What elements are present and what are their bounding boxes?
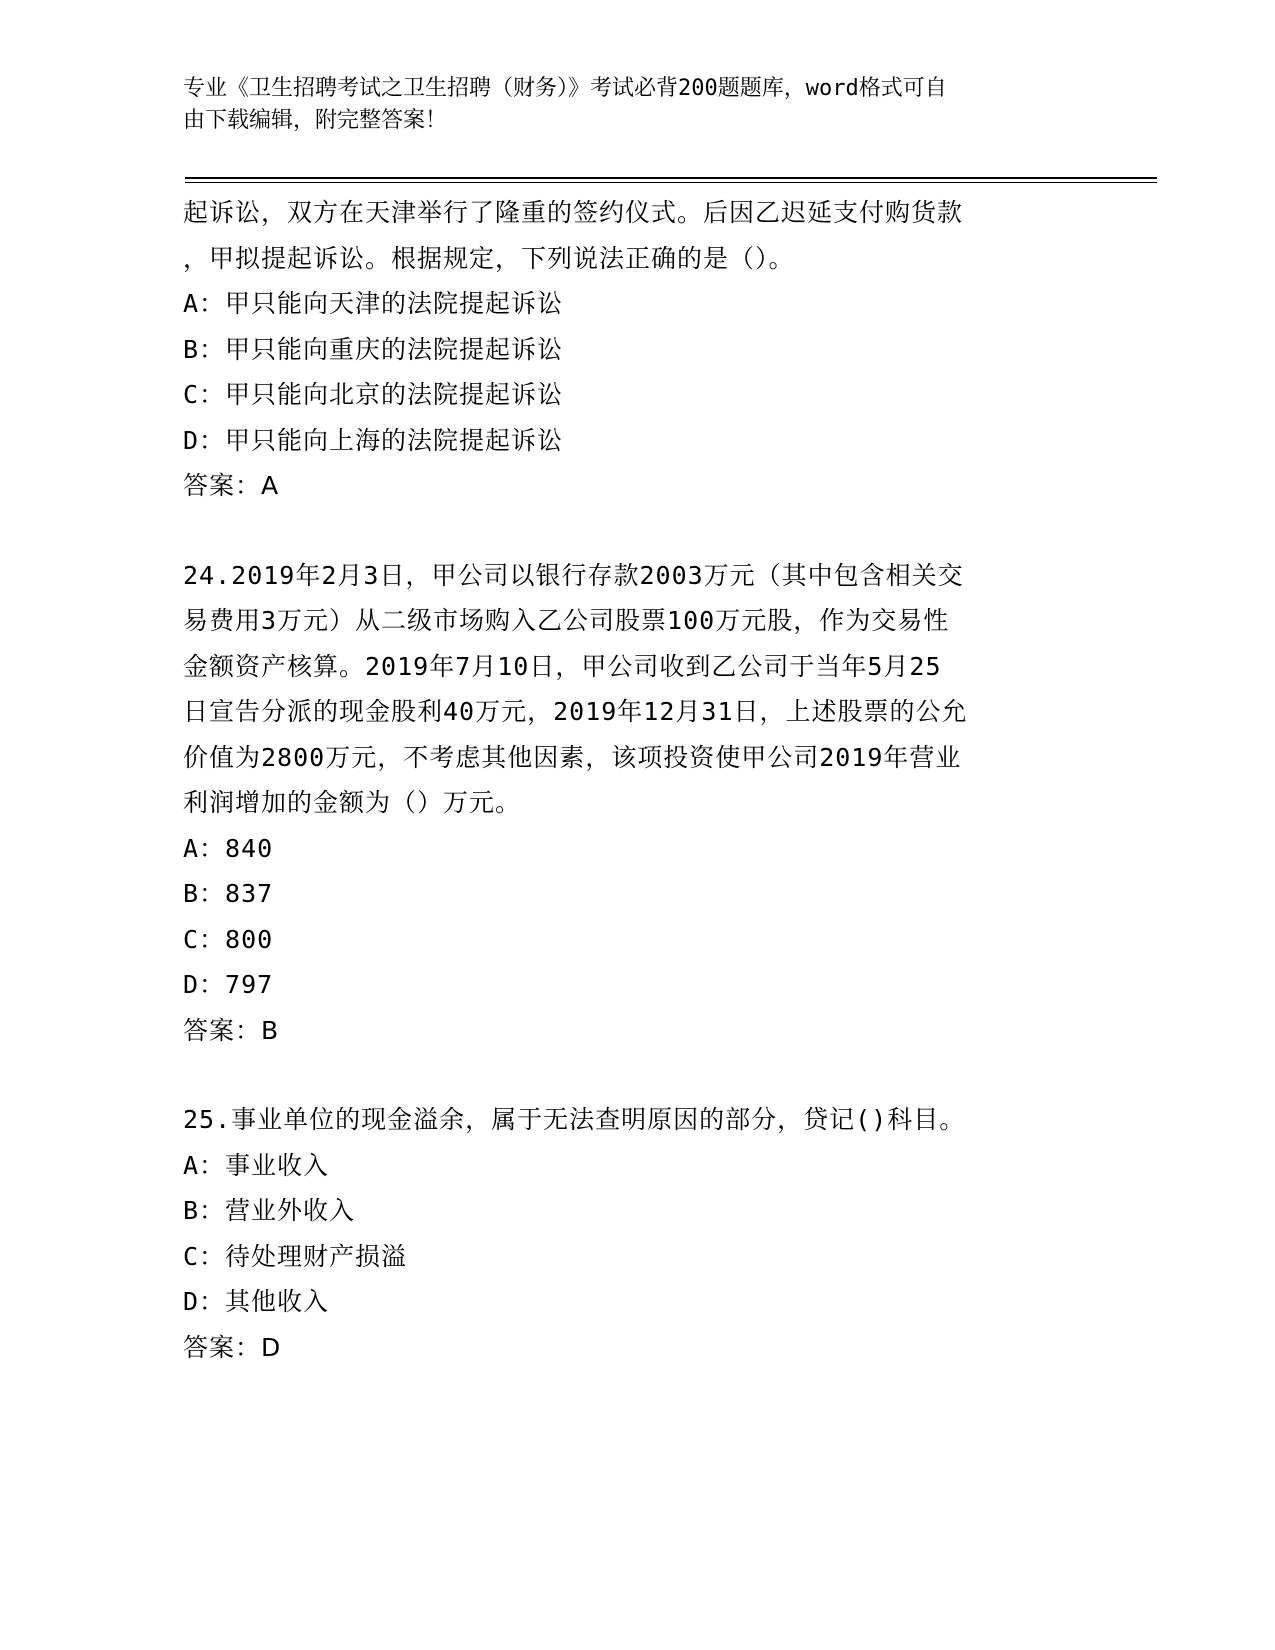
option-a: A：840 — [183, 833, 274, 863]
option-d: D：797 — [183, 970, 274, 999]
option-d: D：其他收入 — [183, 1287, 330, 1316]
question-list — [183, 190, 1083, 1370]
option-c: C：800 — [183, 924, 274, 954]
option-b: B：营业外收入 — [183, 1196, 356, 1225]
question-stem-line: 利润增加的金额为（）万元。 — [183, 788, 522, 817]
question-stem-line: 金额资产核算。2019年7月10日，甲公司收到乙公司于当年5月25 — [183, 651, 942, 681]
answer-line: 答案：D — [183, 1332, 282, 1362]
question-stem-line: 易费用3万元）从二级市场购入乙公司股票100万元股，作为交易性 — [183, 606, 950, 635]
question-24 — [183, 553, 1083, 1054]
option-b: B：837 — [183, 879, 274, 908]
header-divider-thick — [185, 177, 1157, 179]
question-stem-line: ，甲拟提起诉讼。根据规定，下列说法正确的是（）。 — [183, 243, 795, 273]
question-23 — [183, 190, 1083, 509]
option-b: B：甲只能向重庆的法院提起诉讼 — [183, 334, 564, 364]
header-divider-thin — [185, 182, 1157, 183]
question-stem-line: 日宣告分派的现金股利40万元，2019年12月31日，上述股票的公允 — [183, 697, 968, 726]
question-spacer — [183, 1053, 1083, 1097]
option-d: D：甲只能向上海的法院提起诉讼 — [183, 425, 564, 455]
question-stem-line: 25.事业单位的现金溢余，属于无法查明原因的部分，贷记()科目。 — [183, 1105, 966, 1134]
question-stem-line: 24.2019年2月3日，甲公司以银行存款2003万元（其中包含相关交 — [183, 560, 964, 590]
option-a: A：甲只能向天津的法院提起诉讼 — [183, 289, 564, 318]
answer-line: 答案：A — [183, 471, 280, 500]
question-25 — [183, 1097, 1083, 1370]
header-title-line-1: 专业《卫生招聘考试之卫生招聘（财务）》考试必背200题题库，word格式可自 — [183, 76, 947, 101]
question-stem-line: 起诉讼，双方在天津举行了隆重的签约仪式。后因乙迟延支付购货款 — [183, 198, 964, 227]
option-c: C：待处理财产损溢 — [183, 1241, 408, 1271]
document-header — [183, 73, 1063, 137]
answer-line: 答案：B — [183, 1015, 280, 1045]
option-a: A：事业收入 — [183, 1150, 330, 1180]
header-title-line-2: 由下载编辑，附完整答案！ — [183, 108, 448, 133]
option-c: C：甲只能向北京的法院提起诉讼 — [183, 380, 564, 409]
question-spacer — [183, 509, 1083, 553]
question-stem-line: 价值为2800万元，不考虑其他因素，该项投资使甲公司2019年营业 — [183, 742, 962, 772]
